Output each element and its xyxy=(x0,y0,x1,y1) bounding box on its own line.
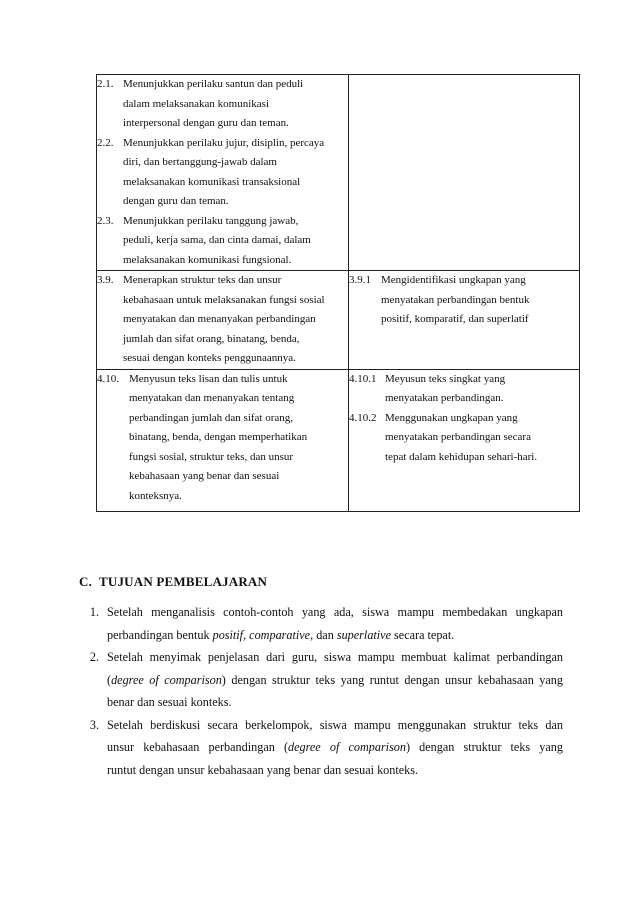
item-line: melaksanakan komunikasi fungsional. xyxy=(123,253,292,266)
list-item xyxy=(349,409,579,429)
list-item xyxy=(79,714,563,782)
item-line: perbandingan jumlah dan sifat orang, xyxy=(129,411,294,424)
item-line: Meyusun teks singkat yang xyxy=(385,372,506,385)
item-line: Mengidentifikasi ungkapan yang xyxy=(381,274,526,286)
item-line: interpersonal dengan guru dan teman. xyxy=(123,117,289,129)
table-row xyxy=(97,369,580,511)
item-text xyxy=(107,646,563,714)
section-letter: C. xyxy=(79,574,93,589)
item-line: runtut dengan unsur kebahasaan yang benar dan sesuai konteks. xyxy=(107,762,419,777)
item-line: Setelah berdiskusi secara berkelompok, siswa mampu menggunakan struktur teks dan xyxy=(107,717,563,732)
indicator-cell xyxy=(349,271,580,370)
item-line: jumlah dan sifat orang, binatang, benda, xyxy=(123,332,300,345)
item-line: melaksanakan komunikasi transaksional xyxy=(123,175,301,188)
item-line: Menunjukkan perilaku tanggung jawab, xyxy=(123,214,299,227)
item-line: unsur kebahasaan perbandingan (degree of comparison) dengan struktur teks yang xyxy=(107,740,563,754)
item-line: Menyusun teks lisan dan tulis untuk xyxy=(129,372,288,385)
list-item xyxy=(349,370,579,390)
item-text xyxy=(107,714,563,782)
table-row xyxy=(97,271,580,370)
item-line: perbandingan bentuk positif, comparative, dan superlative secara tepat. xyxy=(107,627,455,642)
item-number: 2.2. xyxy=(97,136,114,149)
list-item xyxy=(349,271,579,291)
item-text xyxy=(123,212,348,232)
item-line: (degree of comparison) dengan struktur teks yang runtut dengan unsur kebahasaan yang xyxy=(107,672,563,687)
item-line: kebahasaan untuk melaksanakan fungsi sosial xyxy=(123,293,325,306)
section-heading xyxy=(79,574,563,598)
item-number: 4.10. xyxy=(97,372,119,385)
item-line: sesuai dengan konteks penggunaannya. xyxy=(123,352,296,364)
item-line: menyatakan perbandingan secara xyxy=(385,431,531,443)
item-number: 2. xyxy=(89,650,99,664)
item-line: Menggunakan ungkapan yang xyxy=(385,411,518,424)
item-line: kebahasaan yang benar dan sesuai xyxy=(129,470,280,482)
item-line: tepat dalam kehidupan sehari-hari. xyxy=(385,450,538,463)
item-line: binatang, benda, dengan memperhatikan xyxy=(129,431,308,443)
item-line: menyatakan dan menanyakan tentang xyxy=(129,392,295,404)
table-row xyxy=(97,75,580,271)
item-number: 1. xyxy=(89,605,99,619)
item-text xyxy=(381,271,579,291)
item-number: 2.3. xyxy=(97,214,114,227)
item-line: dengan guru dan teman. xyxy=(123,195,229,207)
item-line: benar dan sesuai konteks. xyxy=(107,695,232,709)
item-number: 3.9.1 xyxy=(349,274,371,286)
item-number: 2.1. xyxy=(97,78,114,90)
indicator-cell xyxy=(349,75,580,271)
item-line: dalam melaksanakan komunikasi xyxy=(123,97,270,110)
objectives-list xyxy=(79,601,563,781)
item-line: Menunjukkan perilaku jujur, disiplin, percaya xyxy=(123,136,325,149)
item-line: menyatakan perbandingan bentuk xyxy=(381,293,530,306)
item-number: 3.9. xyxy=(97,274,114,286)
item-text xyxy=(107,601,563,646)
item-line: menyatakan dan menanyakan perbandingan xyxy=(123,313,316,325)
basic-competency-cell xyxy=(97,271,349,370)
basic-competency-cell xyxy=(97,369,349,511)
indicator-cell xyxy=(349,369,580,511)
list-item xyxy=(97,212,348,232)
item-line: fungsi sosial, struktur teks, dan unsur xyxy=(129,450,294,463)
list-item xyxy=(79,646,563,714)
item-number: 4.10.1 xyxy=(349,372,377,385)
learning-objectives-section xyxy=(79,574,563,781)
list-item xyxy=(97,134,348,154)
item-line: Menunjukkan perilaku santun dan peduli xyxy=(123,78,304,90)
item-line: Setelah menyimak penjelasan dari guru, siswa mampu membuat kalimat perbandingan xyxy=(107,650,563,664)
item-line: Menerapkan struktur teks dan unsur xyxy=(123,274,282,286)
item-line: Setelah menganalisis contoh-contoh yang ada, siswa mampu membedakan ungkapan xyxy=(107,605,563,619)
section-title: TUJUAN PEMBELAJARAN xyxy=(99,574,268,589)
item-line: menyatakan perbandingan. xyxy=(385,392,504,404)
list-item xyxy=(79,601,563,646)
competency-table xyxy=(96,74,580,512)
item-text xyxy=(123,75,348,95)
basic-competency-cell xyxy=(97,75,349,271)
item-line: konteksnya. xyxy=(129,489,182,502)
list-item xyxy=(97,370,348,390)
list-item xyxy=(97,75,348,95)
item-line: diri, dan bertanggung-jawab dalam xyxy=(123,156,277,168)
list-item xyxy=(97,271,348,291)
item-number: 3. xyxy=(89,717,99,732)
item-line: peduli, kerja sama, dan cinta damai, dalam xyxy=(123,234,311,246)
item-text xyxy=(385,370,579,390)
item-text xyxy=(123,134,348,154)
item-text xyxy=(385,409,579,429)
item-text xyxy=(123,271,348,291)
item-number: 4.10.2 xyxy=(349,411,377,424)
item-line: positif, komparatif, dan superlatif xyxy=(381,313,529,325)
item-text xyxy=(129,370,348,390)
